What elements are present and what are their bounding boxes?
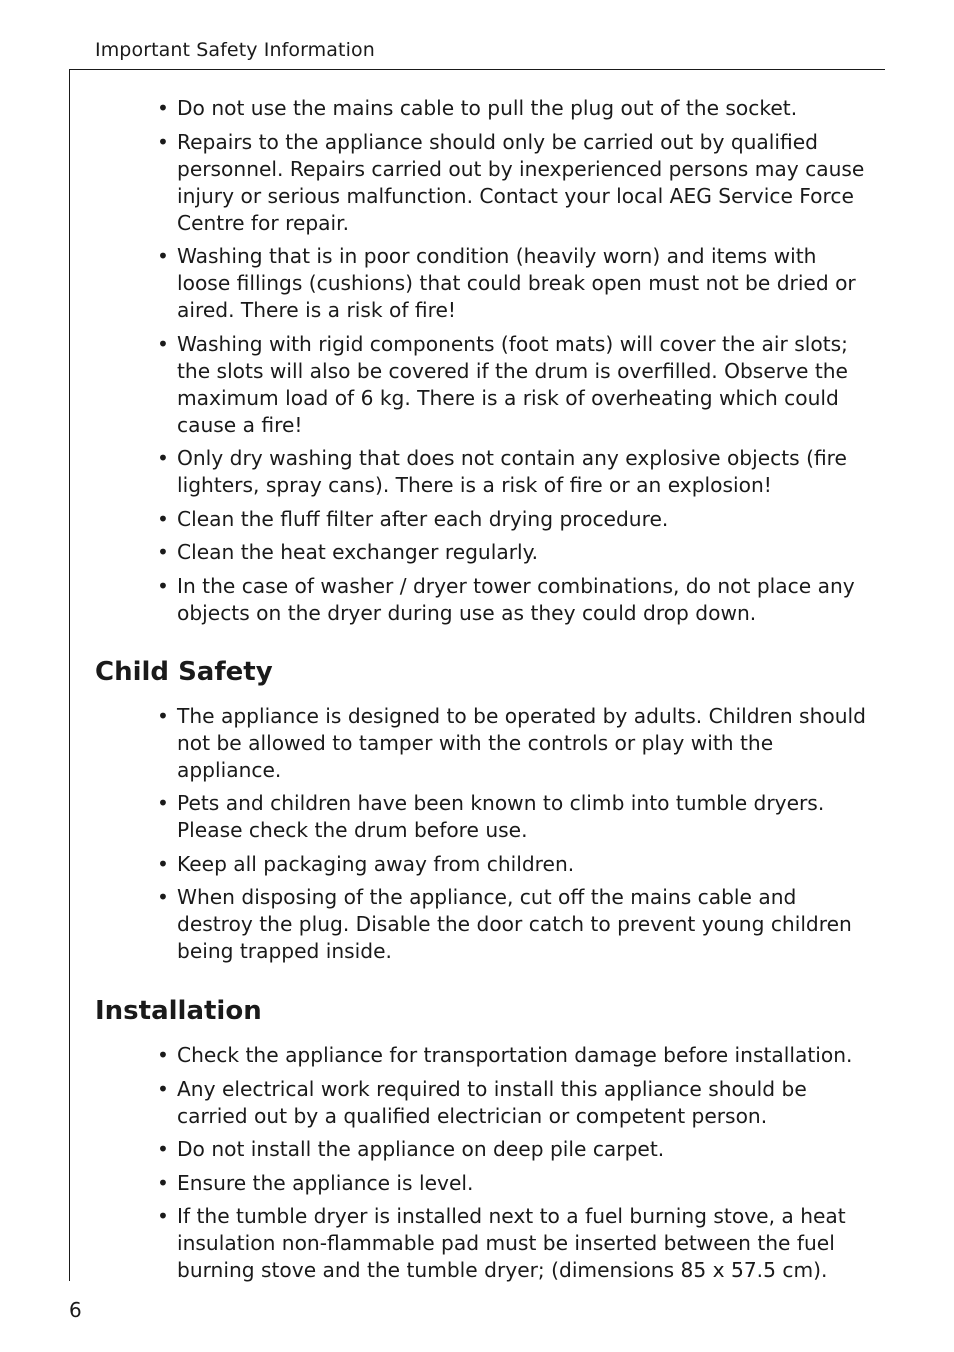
- bullet-icon: •: [157, 446, 169, 470]
- list-item-text: Only dry washing that does not contain any explosive objects (fire lighters, spray cans). There is a risk of fire or an explosion!: [177, 446, 847, 497]
- bullet-icon: •: [157, 791, 169, 815]
- bullet-icon: •: [157, 1137, 169, 1161]
- list-item-text: Do not use the mains cable to pull the plug out of the socket.: [177, 96, 798, 120]
- list-item-text: In the case of washer / dryer tower combinations, do not place any objects on the dryer during use as they could drop down.: [177, 573, 855, 625]
- bullet-icon: •: [157, 540, 169, 564]
- list-item-text: Clean the heat exchanger regularly.: [177, 540, 539, 564]
- list-item: [157, 129, 870, 237]
- bullet-icon: •: [157, 573, 169, 598]
- list-item-text: Repairs to the appliance should only be carried out by qualified personnel. Repairs carried out by inexperienced persons may cause injury or serious malfunction. Contact your local AEG Service Force Centre for repair.: [177, 129, 865, 235]
- list-item: [157, 884, 870, 965]
- page-content: [95, 95, 870, 1291]
- list-item-text: The appliance is designed to be operated by adults. Children should not be allowed to tamper with the controls or play with the appliance.: [177, 703, 866, 782]
- list-item-text: If the tumble dryer is installed next to a fuel burning stove, a heat insulation non-flammable pad must be inserted between the fuel burning stove and the tumble dryer; (dimensions 85 x 57.5 cm).: [177, 1204, 846, 1282]
- page-number: 6: [69, 1298, 82, 1322]
- header-rule: [69, 69, 885, 70]
- list-item: [157, 445, 870, 499]
- page-header-title: Important Safety Information: [95, 39, 375, 61]
- list-item: [157, 331, 870, 439]
- list-item: [157, 1136, 870, 1163]
- bullet-icon: •: [157, 1043, 169, 1067]
- section-heading-child-safety: Child Safety: [95, 656, 273, 687]
- list-item: [157, 1042, 870, 1069]
- list-item-text: Check the appliance for transportation damage before installation.: [177, 1043, 853, 1067]
- list-item-text: Washing that is in poor condition (heavily worn) and items with loose fillings (cushions) that could break open must not be dried or aired. There is a risk of fire!: [177, 244, 856, 322]
- bullet-icon: •: [157, 1204, 169, 1228]
- list-item: [157, 1203, 870, 1284]
- list-item-text: Clean the fluff filter after each drying procedure.: [177, 506, 669, 531]
- bullet-icon: •: [157, 244, 169, 268]
- list-item-text: When disposing of the appliance, cut off the mains cable and destroy the plug. Disable the door catch to prevent young children being trapped inside.: [177, 885, 852, 963]
- installation-list: [95, 1042, 870, 1284]
- bullet-icon: •: [157, 96, 169, 120]
- bullet-icon: •: [157, 129, 169, 154]
- list-item-text: Do not install the appliance on deep pile carpet.: [177, 1137, 665, 1161]
- list-item: [157, 851, 870, 878]
- list-item: [157, 703, 870, 784]
- list-item: [157, 506, 870, 533]
- bullet-icon: •: [157, 703, 169, 728]
- general-safety-list: [95, 95, 870, 627]
- left-margin-rule: [69, 69, 70, 1281]
- list-item: [157, 1170, 870, 1197]
- bullet-icon: •: [157, 506, 169, 531]
- list-item: [157, 1076, 870, 1130]
- bullet-icon: •: [157, 885, 169, 909]
- bullet-icon: •: [157, 1170, 169, 1195]
- list-item: [157, 573, 870, 627]
- list-item: [157, 790, 870, 844]
- list-item: [157, 243, 870, 324]
- child-safety-list: [95, 703, 870, 966]
- list-item-text: Ensure the appliance is level.: [177, 1170, 474, 1195]
- list-item: [157, 95, 870, 122]
- bullet-icon: •: [157, 1076, 169, 1101]
- bullet-icon: •: [157, 851, 169, 876]
- list-item-text: Pets and children have been known to climb into tumble dryers. Please check the drum before use.: [177, 791, 825, 842]
- list-item-text: Keep all packaging away from children.: [177, 851, 575, 876]
- list-item-text: Washing with rigid components (foot mats) will cover the air slots; the slots will also be covered if the drum is overfilled. Observe the maximum load of 6 kg. There is a risk of overheating which could cause a fire!: [177, 331, 848, 437]
- list-item-text: Any electrical work required to install this appliance should be carried out by a qualified electrician or competent person.: [177, 1076, 807, 1128]
- section-heading-installation: Installation: [95, 996, 262, 1026]
- bullet-icon: •: [157, 331, 169, 356]
- list-item: [157, 539, 870, 566]
